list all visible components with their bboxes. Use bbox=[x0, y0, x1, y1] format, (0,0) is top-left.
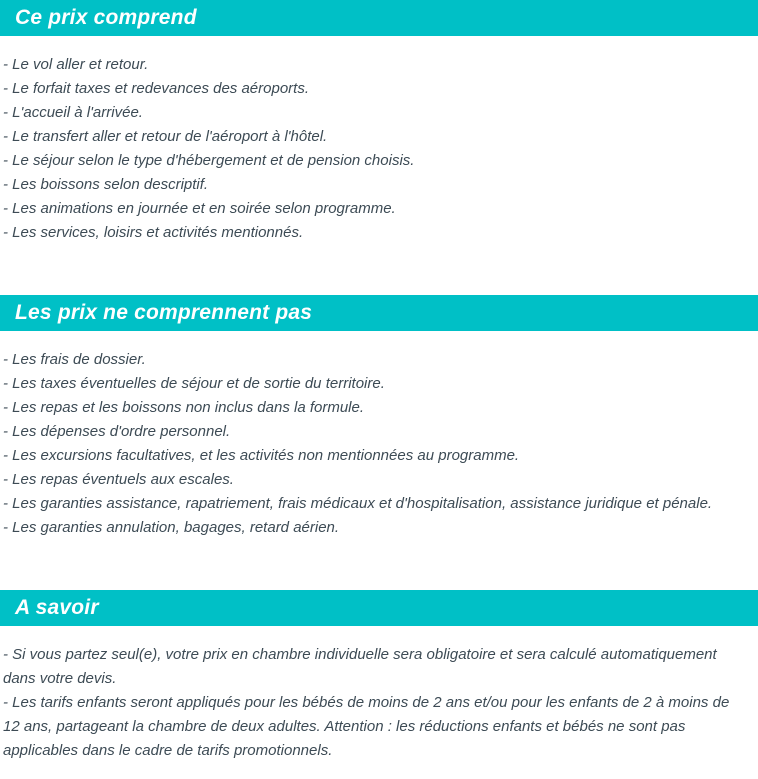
section-body-price-excludes bbox=[0, 331, 758, 540]
section-good-to-know bbox=[0, 590, 758, 763]
list-item: - Le transfert aller et retour de l'aéroport à l'hôtel. bbox=[3, 128, 328, 145]
list-item: - Si vous partez seul(e), votre prix en chambre individuelle sera obligatoire et sera calculé automatiquement dans votre devis. bbox=[3, 646, 717, 687]
section-price-includes bbox=[0, 0, 758, 245]
list-item: - Les excursions facultatives, et les activités non mentionnées au programme. bbox=[3, 447, 520, 464]
list-item: - Le séjour selon le type d'hébergement et de pension choisis. bbox=[3, 152, 415, 169]
section-header-price-excludes: Les prix ne comprennent pas bbox=[0, 295, 758, 331]
list-item: - Les garanties assistance, rapatriement, frais médicaux et d'hospitalisation, assistance juridique et pénale. bbox=[3, 495, 713, 512]
section-header-price-includes: Ce prix comprend bbox=[0, 0, 758, 36]
list-item: - Les repas éventuels aux escales. bbox=[3, 471, 234, 488]
section-price-excludes bbox=[0, 295, 758, 540]
list-item: - L'accueil à l'arrivée. bbox=[3, 104, 143, 121]
list-item: - Les taxes éventuelles de séjour et de sortie du territoire. bbox=[3, 375, 385, 392]
list-item: - Les tarifs enfants seront appliqués pour les bébés de moins de 2 ans et/ou pour les enfants de 2 à moins de 12 ans, partageant la chambre de deux adultes. Attention : les réductions enfants et bébés ne sont pas applicables dans le cadre de tarifs promotionnels. bbox=[3, 694, 730, 759]
list-item: - Les boissons selon descriptif. bbox=[3, 176, 209, 193]
list-item: - Les animations en journée et en soirée selon programme. bbox=[3, 200, 396, 217]
list-item: - Le vol aller et retour. bbox=[3, 56, 149, 73]
list-item: - Les dépenses d'ordre personnel. bbox=[3, 423, 231, 440]
list-item: - Les frais de dossier. bbox=[3, 351, 146, 368]
list-item: - Les repas et les boissons non inclus dans la formule. bbox=[3, 399, 365, 416]
section-body-good-to-know bbox=[0, 626, 758, 763]
section-header-good-to-know: A savoir bbox=[0, 590, 758, 626]
list-item: - Le forfait taxes et redevances des aéroports. bbox=[3, 80, 309, 97]
list-item: - Les garanties annulation, bagages, retard aérien. bbox=[3, 519, 340, 536]
section-body-price-includes bbox=[0, 36, 758, 245]
list-item: - Les services, loisirs et activités mentionnés. bbox=[3, 224, 304, 241]
